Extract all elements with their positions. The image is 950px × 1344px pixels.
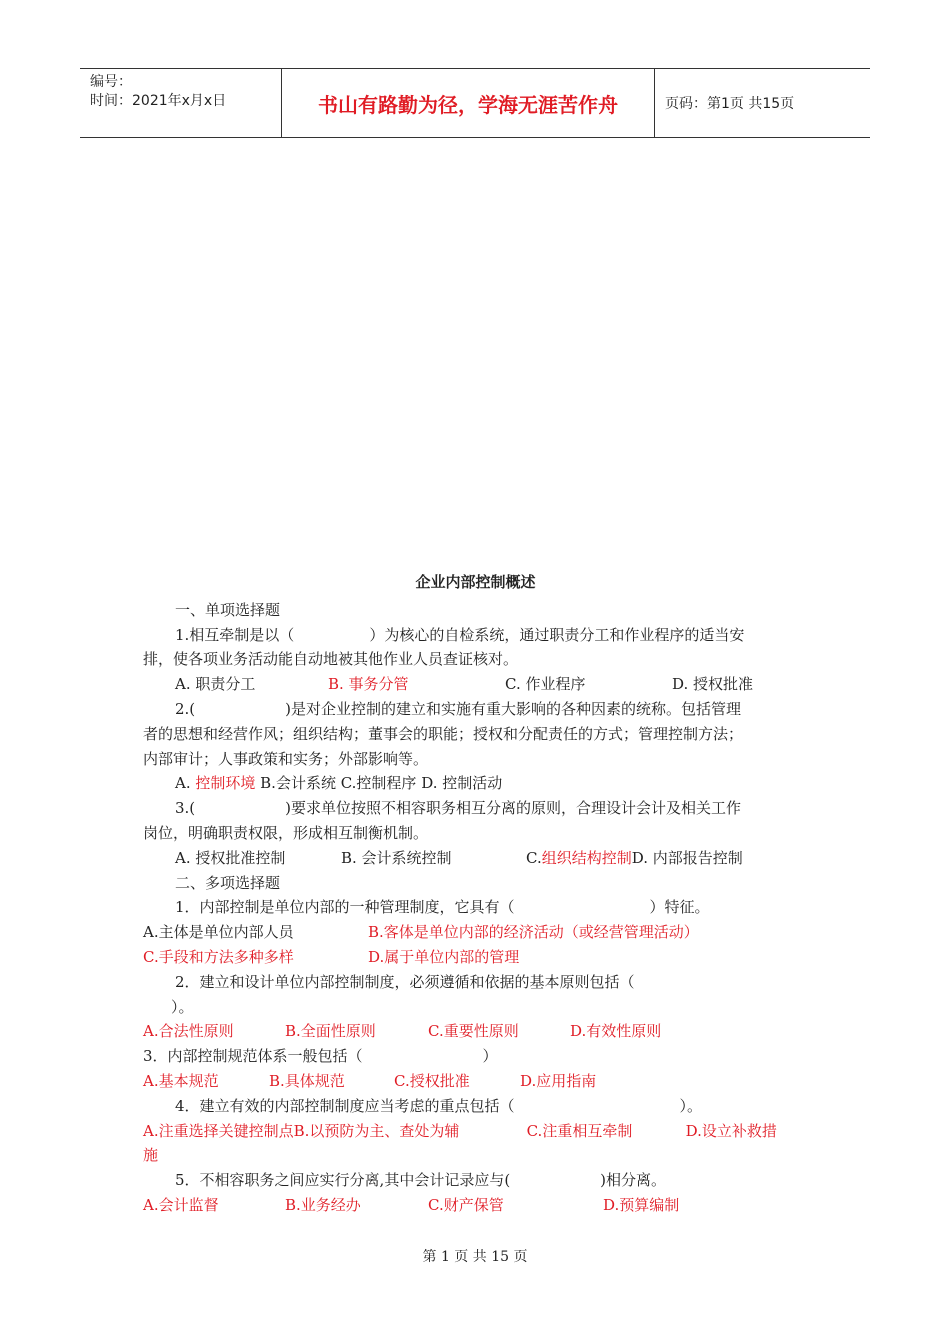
m5-option-a: A.会计监督 — [143, 1195, 219, 1214]
q3-options — [143, 846, 808, 871]
header-meta — [80, 69, 282, 137]
m3-options — [143, 1069, 808, 1094]
m5-option-c: C.财产保管 — [428, 1195, 504, 1214]
m5-option-b: B.业务经办 — [285, 1195, 361, 1214]
m2-text-line2: ）。 — [171, 997, 194, 1016]
m4-options — [143, 1119, 808, 1144]
q1-text-line2: 排，使各项业务活动能自动地被其他作业人员查证核对。 — [143, 650, 519, 669]
m1-options-row2 — [143, 945, 808, 970]
m3-text: 3．内部控制规范体系一般包括（ ） — [143, 1047, 498, 1066]
page-footer: 第 1 页 共 15 页 — [422, 1249, 528, 1265]
m3-option-a: A.基本规范 — [143, 1071, 219, 1090]
q2-option-a: 控制环境 — [195, 774, 256, 793]
header-motto: 书山有路勤为径，学海无涯苦作舟 — [282, 69, 655, 137]
section-heading-single: 一、单项选择题 — [175, 600, 281, 619]
q3-text-line1: 3.( )要求单位按照不相容职务相互分离的原则，合理设计会计及相关工作 — [175, 799, 742, 818]
m4-text: 4．建立有效的内部控制制度应当考虑的重点包括（ ）。 — [175, 1096, 703, 1115]
m1-option-c: C.手段和方法多种多样 — [143, 947, 294, 966]
m2-option-d: D.有效性原则 — [570, 1022, 662, 1041]
m5-option-d: D.预算编制 — [603, 1195, 680, 1214]
m1-text: 1．内部控制是单位内部的一种管理制度，它具有（ ）特征。 — [175, 898, 710, 917]
m2-option-c: C.重要性原则 — [428, 1022, 519, 1041]
m3-option-d: D.应用指南 — [520, 1071, 597, 1090]
q3-option-c: 组织结构控制 — [541, 848, 632, 867]
time-label: 时间：2021年x月x日 — [90, 93, 227, 109]
q3-option-d: D. 内部报告控制 — [631, 848, 743, 867]
m4-option-c: C.注重相互牵制 — [526, 1121, 633, 1140]
number-label: 编号： — [90, 74, 132, 90]
q1-option-b: B. 事务分管 — [328, 675, 409, 694]
m5-text: 5．不相容职务之间应实行分离,其中会计记录应与( )相分离。 — [175, 1171, 667, 1190]
m1-options-row1 — [143, 920, 808, 945]
q3-option-b: B. 会计系统控制 — [341, 848, 452, 867]
m4-option-d-continued: 施 — [143, 1146, 159, 1165]
q2-text-line2: 者的思想和经营作风；组织结构；董事会的职能；授权和分配责任的方式；管理控制方法； — [143, 724, 744, 743]
q1-option-d: D. 授权批准 — [672, 675, 754, 694]
q1-options — [143, 672, 808, 697]
m2-text-line1: 2．建立和设计单位内部控制制度，必须遵循和依据的基本原则包括（ — [175, 972, 635, 991]
q2-text-line1: 2.( )是对企业控制的建立和实施有重大影响的各种因素的统称。包括管理 — [175, 699, 742, 718]
q2-text-line3: 内部审计；人事政策和实务；外部影响等。 — [143, 749, 429, 768]
q2-option-a-prefix: A. — [175, 774, 196, 793]
m2-option-a: A.合法性原则 — [143, 1022, 234, 1041]
m4-option-a: A.注重选择关键控制点 — [143, 1121, 294, 1140]
q3-option-a: A. 授权批准控制 — [175, 848, 286, 867]
m3-option-b: B.具体规范 — [269, 1071, 345, 1090]
q3-option-c-prefix: C. — [526, 848, 542, 867]
m2-option-b: B.全面性原则 — [285, 1022, 376, 1041]
m1-option-d: D.属于单位内部的管理 — [368, 947, 520, 966]
page-title: 企业内部控制概述 — [415, 573, 536, 591]
m4-option-d: D.设立补救措 — [685, 1121, 777, 1140]
q1-option-c: C. 作业程序 — [505, 675, 586, 694]
m1-option-b: B.客体是单位内部的经济活动（或经营管理活动） — [368, 923, 699, 942]
m1-option-a: A.主体是单位内部人员 — [143, 923, 294, 942]
q2-options-rest: B.会计系统 C.控制程序 D. 控制活动 — [255, 774, 503, 793]
document-body — [143, 570, 808, 1218]
document-header — [80, 68, 870, 138]
m3-option-c: C.授权批准 — [394, 1071, 470, 1090]
q2-options — [143, 771, 808, 796]
q1-text-line1: 1.相互牵制是以（ ）为核心的自检系统，通过职责分工和作业程序的适当安 — [175, 625, 745, 644]
q1-option-a: A. 职责分工 — [175, 675, 256, 694]
header-page-info: 页码：第1页 共15页 — [665, 96, 795, 112]
m5-options — [143, 1193, 808, 1218]
m2-options — [143, 1019, 808, 1044]
q3-text-line2: 岗位，明确职责权限，形成相互制衡机制。 — [143, 823, 429, 842]
section-heading-multi: 二、多项选择题 — [175, 873, 281, 892]
m4-option-b: B.以预防为主、查处为辅 — [293, 1121, 460, 1140]
